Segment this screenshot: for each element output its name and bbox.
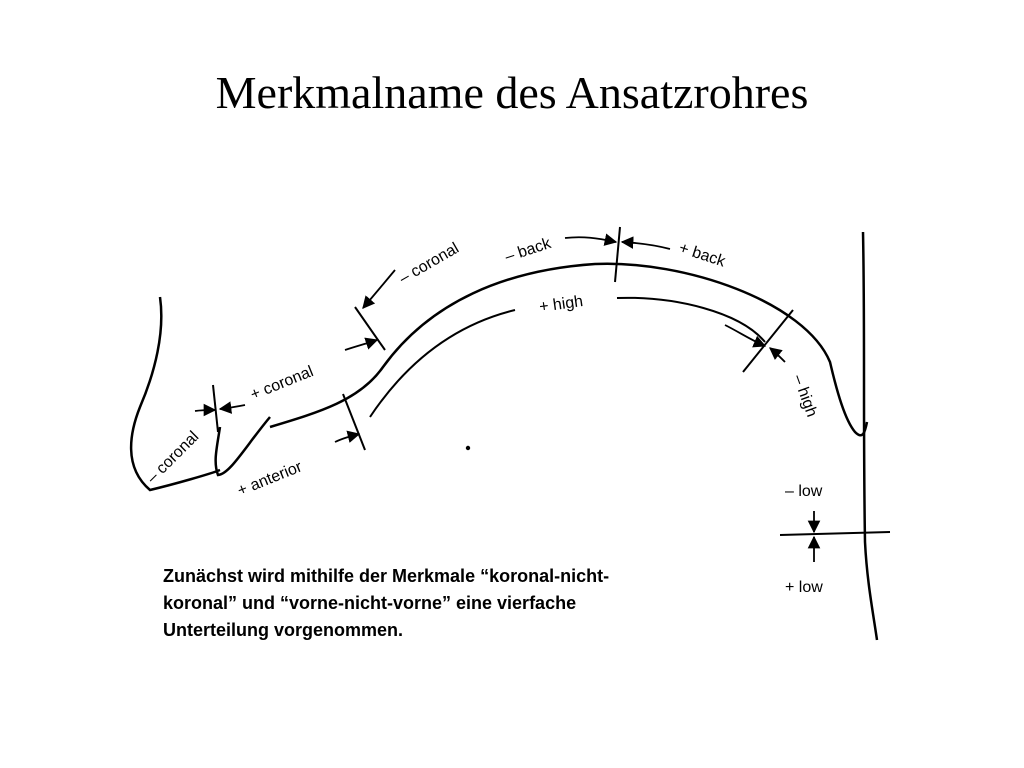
label-minus-coronal-front: – coronal [143, 428, 203, 487]
tick-front-coronal [213, 385, 218, 432]
arrow-minus-high [770, 348, 785, 362]
tick-high-boundary [743, 310, 793, 372]
incisor-outline [216, 417, 270, 475]
label-plus-high: + high [538, 292, 585, 316]
arrow-minus-coronal [363, 270, 395, 308]
arrow-plus-anterior [335, 434, 359, 442]
label-plus-anterior: + anterior [235, 458, 305, 500]
label-plus-back: + back [676, 239, 728, 271]
label-minus-high: – high [789, 372, 821, 420]
stray-dot [466, 446, 470, 450]
caption-line-1: Zunächst wird mithilfe der Merkmale “koronal-nicht- [163, 566, 610, 586]
arrow-minus-back [565, 237, 616, 242]
tick-anterior-boundary [343, 394, 365, 450]
tick-low-boundary [780, 532, 890, 535]
label-minus-back: – back [502, 235, 554, 266]
explanation-caption [163, 563, 763, 644]
tick-back-boundary [615, 227, 620, 282]
palate-outline [270, 264, 867, 436]
tick-coronal-boundary [355, 307, 385, 350]
arrow-front-coronal-left [195, 410, 215, 411]
slide-title: Merkmalname des Ansatzrohres [215, 67, 809, 118]
arrow-plus-back [622, 242, 670, 249]
label-minus-coronal-upper: – coronal [396, 239, 463, 288]
pharynx-wall [863, 232, 877, 640]
plus-anterior-arc [370, 310, 515, 417]
caption-line-3: Unterteilung vorgenommen. [163, 620, 404, 640]
arrow-front-coronal-right [220, 405, 245, 409]
caption-line-2: koronal” und “vorne-nicht-vorne” eine vierfache [163, 593, 577, 613]
label-plus-coronal: + coronal [248, 363, 316, 404]
label-plus-low: + low [785, 579, 823, 596]
label-minus-low: – low [785, 483, 823, 500]
arrow-plus-coronal [345, 340, 377, 350]
